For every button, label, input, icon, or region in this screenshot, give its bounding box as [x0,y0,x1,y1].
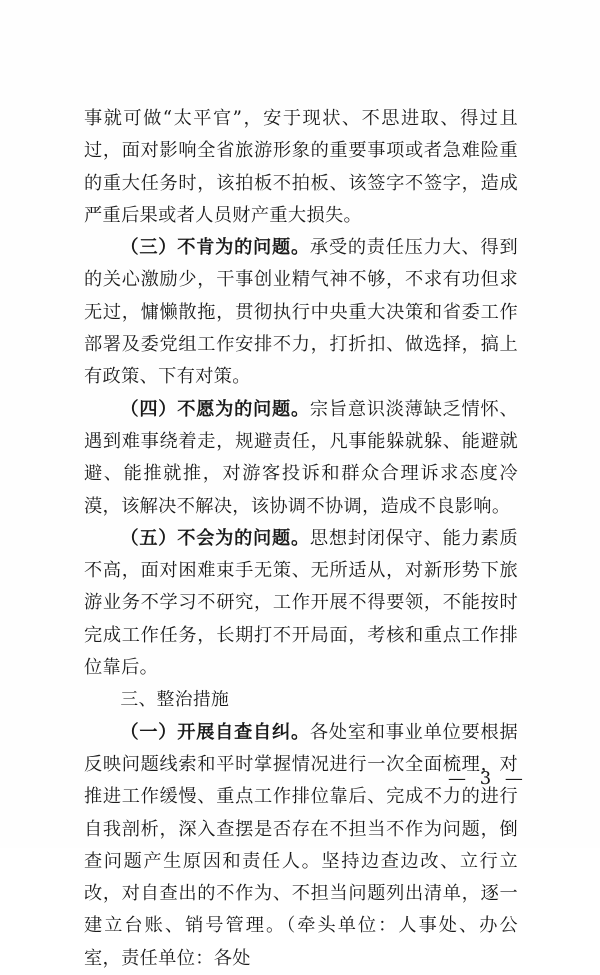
paragraph-problem-three [84,232,518,393]
paragraph-problem-four [84,394,518,523]
section-heading-text: 三、整治措施 [120,689,230,711]
paragraph-continued [84,103,518,232]
section-heading-measures [84,684,518,716]
paragraph-body: 承受的责任压力大、得到的关心激励少，干事创业精气神不够，不求有功但求无过，慵懒散拖，贯彻执行中央重大决策和省委工作部署及委党组工作安排不力，打折扣、做选择，搞上有政策、下有对策。 [84,237,518,388]
paragraph-lead: （五）不会为的问题。 [120,527,310,549]
paragraph-lead: （一）开展自查自纠。 [120,721,310,743]
paragraph-problem-five [84,523,518,684]
paragraph-body: 事就可做“太平官”，安于现状、不思进取、得过且过，面对影响全省旅游形象的重要事项或者急难险重的重大任务时，该拍板不拍板、该签字不签字，造成严重后果或者人员财产重大损失。 [84,108,518,226]
paragraph-lead: （三）不肯为的问题。 [120,237,310,259]
paragraph-body: 宗旨意识淡薄缺乏情怀、遇到难事绕着走，规避责任，凡事能躲就躲、能避就避、能推就推，对游客投诉和群众合理诉求态度冷漠，该解决不解决，该协调不协调，造成不良影响。 [84,398,518,517]
paragraph-lead: （四）不愿为的问题。 [120,398,310,420]
paragraph-measure-one [84,717,518,975]
document-body [84,103,518,975]
paragraph-body: 各处室和事业单位要根据反映问题线索和平时掌握情况进行一次全面梳理，对推进工作缓慢、重点工作排位靠后、完成不力的进行自我剖析，深入查摆是否存在不担当不作为问题，倒查问题产生原因和责任人。坚持边查边改、立行立改，对自查出的不作为、不担当问题列出清单，逐一建立台账、销号管理。（牵头单位：人事处、办公室，责任单位：各处 [84,721,518,969]
page-number: — 3 — [448,768,527,789]
paragraph-body: 思想封闭保守、能力素质不高，面对困难束手无策、无所适从，对新形势下旅游业务不学习不研究，工作开展不得要领，不能按时完成工作任务，长期打不开局面，考核和重点工作排位靠后。 [84,527,518,679]
